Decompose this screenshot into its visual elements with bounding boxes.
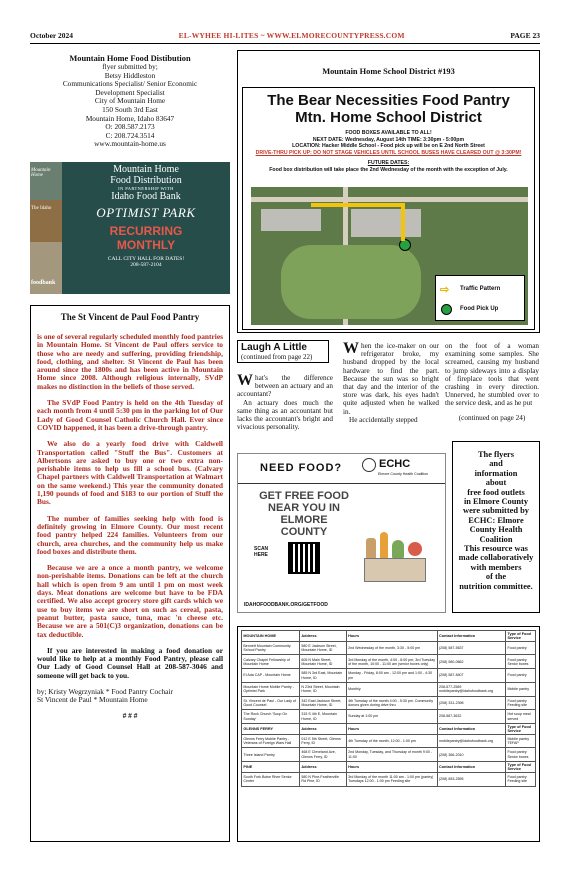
- resource-table: [241, 630, 536, 787]
- svdp-para-4: The number of families seeking help with food is definitely growing in Elmore County. Our most recent food pantry helped 224 families. Volunteers from our church, area churches, and the community help us make food boxes and distribute them.: [37, 513, 223, 556]
- mh-food-line[interactable]: www.mountain-home.us: [94, 139, 166, 149]
- table-header-cell: Address: [300, 631, 347, 642]
- mh-food-line: O: 208.587.2173: [105, 122, 155, 132]
- table-cell: Food pantry Feeding site: [506, 696, 536, 710]
- idaho-label: The Idaho: [31, 206, 52, 211]
- table-cell: mobilepantry@idahofoodbank.org: [437, 734, 505, 748]
- table-cell: Food pantry Feeding site: [506, 772, 536, 786]
- echc-logo-icon: [362, 458, 376, 472]
- table-cell: 2nd Monday, Tuesday, and Thursday of month 9:00 - 11:00: [346, 748, 437, 762]
- table-cell: 208-587-3632: [437, 710, 505, 724]
- credit-line: ECHC: Elmore: [468, 515, 524, 525]
- pantry-text-4: DRIVE-THRU PICK UP: DO NOT STAGE VEHICLES UNTIL SCHOOL BUSES HAVE CLEARED OUT @ 3:30PM!: [255, 149, 522, 156]
- table-cell: (208) 587-5637: [437, 641, 505, 655]
- table-cell: (208) 653-2595: [437, 772, 505, 786]
- table-cell: 585 N 3rd East, Mountain Home, ID: [300, 669, 347, 683]
- table-cell: 2nd Wednesday of the month, 3:30 - 5:00 pm: [346, 641, 437, 655]
- table-cell: Hot soup meal served: [506, 710, 536, 724]
- pantry-text-6: Food box distribution will take place the 2nd Wednesday of the month with the exception of July.: [269, 166, 508, 173]
- map-legend: [435, 275, 525, 321]
- table-cell: Food pantry: [506, 641, 536, 655]
- ad-line-1: Mountain Home: [113, 164, 179, 175]
- table-header-cell: Contact Information: [437, 762, 505, 773]
- table-cell: Bennett Mountain Community School Pantry: [242, 641, 300, 655]
- table-cell: 605 N Main Street, Mountain Home, ID: [300, 655, 347, 669]
- bear-pantry-flyer: [242, 87, 535, 330]
- mh-food-line: C: 208.724.3514: [105, 130, 155, 140]
- laugh-article: [237, 340, 537, 446]
- map-field: [281, 245, 421, 319]
- need-food-url[interactable]: IDAHOFOODBANK.ORG/GETFOOD: [244, 602, 328, 608]
- legend-traffic: Traffic Pattern: [460, 286, 501, 292]
- table-row: [242, 641, 536, 655]
- table-header-cell: PINE: [242, 762, 300, 773]
- echc-name: ECHC: [379, 458, 411, 470]
- pantry-text-1: FOOD BOXES AVAILABLE TO ALL!: [345, 130, 432, 136]
- ad-line-5: OPTIMIST PARK: [96, 205, 196, 220]
- laugh-continued: (continued on page 24): [458, 413, 526, 422]
- table-cell: 342 East Jackson Street, Mountain Home, ID: [300, 696, 347, 710]
- laugh-c2b: He accidentally stepped: [349, 415, 418, 424]
- food-box-icon: [364, 558, 426, 582]
- table-cell: Monday - Friday, 8:00 am - 12:00 pm and 1:00 - 4:30 pm: [346, 669, 437, 683]
- ad-text: [62, 162, 230, 268]
- echc-credit-box: [452, 441, 540, 613]
- need-food-headline: [248, 490, 360, 538]
- mh-food-line: City of Mountain Home: [94, 96, 166, 106]
- table-cell: 3rd Monday of the month 11:00 am - 1:00 pm (pantry) Tuesdays 12:00 - 1:00 pm Feeding site: [346, 772, 437, 786]
- table-row: [242, 772, 536, 786]
- table-row: [242, 734, 536, 748]
- table-cell: Mobile pantry TEFAP: [506, 734, 536, 748]
- ad-photo-strip: [30, 162, 62, 294]
- table-cell: 580 E Jackson Street, Mountain Home, ID: [300, 641, 347, 655]
- table-cell: Food pantry Senior boxes: [506, 655, 536, 669]
- table-cell: 4th Tuesday of the month, 12:00 - 1:00 pm: [346, 734, 437, 748]
- table-section-header: [242, 631, 536, 642]
- table-cell: Food pantry: [506, 669, 536, 683]
- table-row: [242, 655, 536, 669]
- table-cell: (208) 580-0662: [437, 655, 505, 669]
- laugh-c3: on the foot of a woman examining some samples. She screamed, causing my husband to jump sideways into a display of fireplace tools that went crashing in every direction. Unnerved, he stumbled over to the service desk, and as he put: [445, 342, 539, 408]
- table-header-cell: Contact Information: [437, 723, 505, 734]
- svdp-sig-1: by; Kristy Wegrzyniak * Food Pantry Cochair: [37, 686, 173, 696]
- credit-line: were submitted by: [463, 506, 529, 516]
- ad-line-6: RECURRING: [109, 224, 183, 238]
- mh-food-line: flyer submitted by;: [102, 62, 158, 71]
- table-cell: 315 S 4th E, Mountain Home, ID: [300, 710, 347, 724]
- table-cell: (208) 366-2010: [437, 748, 505, 762]
- headline-1: GET FREE FOOD: [259, 490, 349, 502]
- mh-food-line: Mountain Home, Idaho 83647: [85, 113, 175, 123]
- table-cell: Calvary Chapel Fellowship of Mountain Home: [242, 655, 300, 669]
- mh-food-line: Betsy Hiddleston: [104, 70, 156, 80]
- table-cell: South Fork Boise River Senior Center: [242, 772, 300, 786]
- grocery-box-illustration: [358, 528, 438, 584]
- mh-food-line: 150 South 3rd East: [102, 104, 158, 114]
- table-cell: Sunday at 1:00 pm: [346, 710, 437, 724]
- table-header-cell: Contact Information: [437, 631, 505, 642]
- svdp-sig-2: St Vincent de Paul * Mountain Home: [37, 695, 148, 705]
- need-food-ad: [237, 453, 446, 613]
- svdp-para-3: We also do a yearly food drive with Caldwell Transportation called "Stuff the Bus". Customers at Albertsons are asked to buy one or two extra non-perishable items to help us fill a school bus. (Calvary Chapel partners with Caldwell Transportation at Walmart on the same weekend.) This year the community donated 1,190 pounds of food and $183 to our portion of Stuff the Bus.: [37, 439, 223, 507]
- svdp-end: # # #: [122, 710, 138, 720]
- credit-line: nutrition committee.: [459, 581, 533, 591]
- table-cell: El Ada CAP - Mountain Home: [242, 669, 300, 683]
- table-cell: 580 N Pine-Featherville Rd Pine, ID: [300, 772, 347, 786]
- ad-line-4: Idaho Food Bank: [111, 191, 181, 202]
- laugh-title-box: [237, 340, 329, 363]
- table-cell: 468 E Cleveland Ave, Glenns Ferry, ID: [300, 748, 347, 762]
- table-header-cell: Hours: [346, 723, 437, 734]
- table-header-cell: Hours: [346, 762, 437, 773]
- masthead: EL-WYHEE HI-LITES ~ WWW.ELMORECOUNTYPRESS.COM: [178, 30, 405, 40]
- mh-food-lines: [30, 63, 230, 149]
- table-header-cell: Type of Food Service: [506, 631, 536, 642]
- table-cell: Food pantry Senior boxes: [506, 748, 536, 762]
- map-traffic-route: [311, 203, 401, 207]
- mh-food-line: Communications Specialist/ Senior Economic: [62, 79, 198, 89]
- laugh-c2: hen the ice-maker on our refrigerator broke, my husband dropped by the local hardware to find the part. Because the sun was so bright that day and the interior of the store was dark, his eyes hadn't quite adjusted when he walked in.: [343, 342, 439, 416]
- page-number: PAGE 23: [510, 30, 540, 40]
- table-header-cell: Address: [300, 723, 347, 734]
- table-section-header: [242, 723, 536, 734]
- credit-line: in Elmore County: [463, 497, 529, 507]
- traffic-arrow-icon: ⇨: [440, 284, 450, 296]
- credit-line: made collaboratively: [458, 553, 534, 563]
- table-header-cell: MOUNTAIN HOME: [242, 631, 300, 642]
- svdp-signature: [37, 688, 223, 705]
- pickup-map: [251, 187, 528, 325]
- table-cell: Glenns Ferry Mobile Pantry - Veterans of Foreign Wars Hall: [242, 734, 300, 748]
- svdp-para-6: If you are interested in making a food donation or would like to help at a monthly Food Pantry, please call Our Lady of Good Counsel Hall at 208-587-3046 and someone will get back to you.: [37, 645, 223, 680]
- pantry-text-2: NEXT DATE: Wednesday, August 14th TIME: 3:30pm - 5:00pm: [312, 136, 465, 143]
- foodbank-logo: foodbank: [31, 280, 56, 286]
- laugh-col-1: [237, 374, 333, 431]
- ad-line-8: CALL CITY HALL FOR DATES!: [107, 256, 185, 262]
- dropcap-w1: W: [237, 372, 253, 389]
- header-rule: [30, 43, 540, 44]
- credit-line: information: [474, 468, 518, 478]
- ad-line-3: IN PARTNERSHIP WITH: [118, 186, 174, 191]
- table-row: [242, 748, 536, 762]
- table-cell: (208) 331-2398: [437, 696, 505, 710]
- svdp-para-2: The SVdP Food Pantry is held on the 4th Tuesday of each month from 4 until 5:30 pm in the parking lot of Our Lady of Good Counsel Catholic Church Hall. Ever since COVID happened, it has been a drive-through pantry.: [37, 398, 223, 432]
- food-resource-table: [237, 626, 540, 842]
- apple-icon: [408, 542, 422, 556]
- pantry-text-3: LOCATION: Hacker Middle School - Food pick up will be on E 2nd North Street: [292, 143, 485, 149]
- headline-4: COUNTY: [280, 526, 328, 538]
- table-cell: St. Vincent de Paul - Our Lady of Good Counsel: [242, 696, 300, 710]
- table-cell: (208) 587-8407: [437, 669, 505, 683]
- table-cell: Mountain Home Mobile Pantry - Optimist Park: [242, 682, 300, 696]
- credit-line: about: [485, 478, 507, 488]
- pantry-text-5: FUTURE DATES:: [367, 160, 410, 166]
- ad-line-9: 208-587-2104: [130, 262, 162, 268]
- need-food-question: NEED FOOD?: [260, 462, 343, 474]
- credit-line: Coalition: [479, 534, 513, 544]
- need-food-top: [238, 454, 446, 484]
- optimist-park-ad: [30, 162, 230, 294]
- echc-credit-text: [453, 450, 539, 591]
- table-row: [242, 710, 536, 724]
- mh-food-credit: [30, 50, 230, 154]
- credit-line: The flyers: [477, 450, 515, 459]
- table-section-header: [242, 762, 536, 773]
- issue-date: October 2024: [30, 30, 73, 40]
- credit-line: and: [489, 459, 503, 469]
- page-header: [30, 28, 540, 42]
- city-logo: Mountain Home: [31, 168, 51, 178]
- table-cell: N 23rd Street, Mountain Home, ID: [300, 682, 347, 696]
- table-cell: 3rd Monday of the month, 4:00 - 6:00 pm; 3rd Tuesday of the month, 10:00 - 11:00 am (senior boxes only): [346, 655, 437, 669]
- laugh-col-3: [445, 342, 539, 422]
- laugh-c1: hat's the difference between an actuary and an accountant?: [237, 374, 333, 399]
- table-cell: 4th Tuesday of the month 4:00 - 5:30 pm. Community donors given during drive thru: [346, 696, 437, 710]
- pantry-title-1: The Bear Necessities Food Pantry: [267, 92, 510, 109]
- credit-line: County Health: [469, 525, 523, 535]
- ad-photo-3: [30, 242, 62, 294]
- table-header-cell: GLENNS FERRY: [242, 723, 300, 734]
- svdp-title: The St Vincent de Paul Food Pantry: [60, 312, 200, 322]
- dropcap-w2: W: [343, 340, 359, 357]
- map-building-2: [261, 209, 321, 231]
- table-cell: Monthly: [346, 682, 437, 696]
- laugh-subtitle: (continued from page 22): [241, 353, 313, 361]
- laugh-col-2: [343, 342, 439, 424]
- legend-pickup: Food Pick Up: [460, 306, 499, 312]
- qr-code[interactable]: [288, 542, 320, 574]
- table-cell: Three Island Pantry: [242, 748, 300, 762]
- svdp-article: [30, 305, 230, 842]
- echc-subtitle: Elmore County Health Coalition: [378, 472, 429, 476]
- table-cell: The Rock Church 'Soup On Sunday': [242, 710, 300, 724]
- map-road-1: [251, 197, 528, 202]
- mh-food-title: Mountain Home Food Distibution: [69, 54, 191, 63]
- credit-line: of the: [485, 572, 507, 582]
- headline-2: NEAR YOU IN: [268, 502, 340, 514]
- headline-3: ELMORE: [280, 514, 328, 526]
- table-cell: 012 E 5th Street, Glenns Ferry, ID: [300, 734, 347, 748]
- ad-line-2: Food Distribution: [110, 175, 182, 186]
- svdp-para-5: Because we are a once a month pantry, we welcome non-perishable items. Donations can be left at the church hall which is open from 9 am until 1 pm on most week days. Meat donations are welcome but have to be FDA certified. We also accept grocery store gift cards which we use to buy items we are short on such as cereal, pasta, peanut butter, pasta sauce, tuna, mac 'n cheese etc. Because we are a 501(C)3 organization, donations can be tax deductible.: [37, 563, 223, 639]
- map-traffic-route-2: [401, 203, 405, 241]
- laugh-c1b: An actuary does much the same thing as an accountant but lacks the accountant's bright and vivacious personality.: [237, 398, 333, 432]
- pickup-dot-icon: [441, 304, 452, 315]
- school-heading: Mountain Home School District #193: [322, 67, 455, 76]
- map-school-building: [351, 209, 421, 237]
- svdp-para-1: is one of several regularly scheduled monthly food pantries in Mountain Home. St Vincent de Paul offers service to those who are needy and suffering, providing friendship, food, clothing, and shelter. St Vincent de Paul has been around since the 1800s and has been active in Mountain Home since 2008. Although religious internally, SVdP makes no distinction in the beliefs of those served.: [37, 332, 223, 391]
- laugh-title: Laugh A Little: [241, 342, 307, 353]
- table-header-cell: Type of Food Service: [506, 723, 536, 734]
- table-row: [242, 696, 536, 710]
- scan-here-label: SCAN HERE: [254, 546, 269, 558]
- table-cell: 208-577-2589 mobilepantry@idahofoodbank.org: [437, 682, 505, 696]
- table-row: [242, 682, 536, 696]
- table-header-cell: Hours: [346, 631, 437, 642]
- credit-line: free food outlets: [467, 487, 525, 497]
- table-header-cell: Type of Food Service: [506, 762, 536, 773]
- credit-line: with members: [470, 562, 522, 572]
- mh-food-line: Development Specialist: [95, 87, 165, 97]
- table-header-cell: Address: [300, 762, 347, 773]
- pantry-title-2: Mtn. Home School District: [295, 109, 482, 126]
- credit-line: This resource was: [464, 544, 528, 554]
- ad-line-7: MONTHLY: [116, 238, 176, 252]
- table-cell: Mobile pantry: [506, 682, 536, 696]
- table-row: [242, 669, 536, 683]
